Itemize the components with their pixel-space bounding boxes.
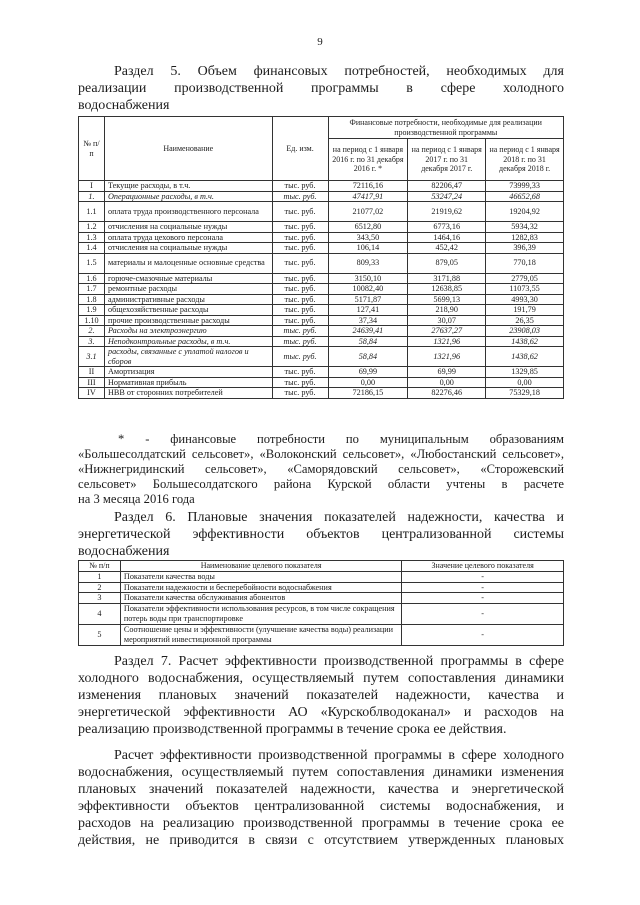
row-indicator: Показатели качества обслуживания абонентов — [120, 593, 401, 604]
row-number: 1.5 — [79, 253, 105, 273]
body-line: плановых значений показателей надежности, качества и энергетической — [78, 782, 564, 797]
row-value: 5171,87 — [328, 294, 408, 305]
row-value: 82206,47 — [408, 181, 486, 192]
row-value: 1282,83 — [486, 232, 564, 243]
table-row — [79, 222, 564, 233]
row-value: 23908,03 — [486, 326, 564, 337]
row-value: 26,35 — [486, 315, 564, 326]
row-number: 2. — [79, 326, 105, 337]
target-indicators-body — [79, 572, 564, 646]
row-number: 4 — [79, 603, 121, 624]
footnote-line: «Большесолдатский сельсовет», «Волоконский сельсовет», «Любостанский сельсовет», — [78, 447, 564, 461]
row-number: 2 — [79, 582, 121, 593]
row-indicator: Показатели надежности и бесперебойности водоснабжения — [120, 582, 401, 593]
table-row — [79, 191, 564, 202]
row-name: отчисления на социальные нужды — [104, 243, 272, 254]
row-unit: тыс. руб. — [272, 326, 328, 337]
col-number-header: № п/п — [79, 117, 105, 181]
row-number: 3.1 — [79, 347, 105, 367]
row-value: 24639,41 — [328, 326, 408, 337]
row-value: 1321,96 — [408, 336, 486, 347]
heading-line: Раздел 6. Плановые значения показателей надежности, качества и — [114, 510, 564, 525]
row-value: 46652,68 — [486, 191, 564, 202]
row-value: 3171,88 — [408, 273, 486, 284]
financial-needs-body — [79, 181, 564, 399]
row-value: 5699,13 — [408, 294, 486, 305]
row-value: 69,99 — [408, 367, 486, 378]
heading-line: Раздел 7. Расчет эффективности производственной программы в сфере — [114, 654, 564, 669]
row-unit: тыс. руб. — [272, 232, 328, 243]
heading-line: энергетической эффективности АО «Курскоблводоканал» и расходов на — [78, 705, 564, 720]
row-value: 10082,40 — [328, 284, 408, 295]
row-value: 47417,91 — [328, 191, 408, 202]
table-row — [79, 315, 564, 326]
row-indicator: Показатели качества воды — [120, 572, 401, 583]
period-header: на период с 1 января 2017 г. по 31 декабря 2017 г. — [408, 139, 486, 181]
col-number-header: № п/п — [79, 561, 121, 572]
footnote-line: * - финансовые потребности по муниципальным образованиям — [118, 432, 564, 446]
row-number: 1.9 — [79, 305, 105, 316]
row-value: 58,84 — [328, 347, 408, 367]
row-value: 30,07 — [408, 315, 486, 326]
body-line: водоснабжения, осуществляемый путем сопоставления динамики изменения — [78, 765, 564, 780]
row-name: Нормативная прибыль — [104, 377, 272, 388]
row-value: 19204,92 — [486, 202, 564, 222]
row-value: - — [402, 603, 564, 624]
table-row — [79, 347, 564, 367]
heading-line: реализацию производственной программы в течение срока ее действия. — [78, 722, 507, 737]
row-name: ремонтные расходы — [104, 284, 272, 295]
heading-line: холодного водоснабжения, осуществляемый путем сопоставления динамики — [78, 671, 564, 686]
row-unit: тыс. руб. — [272, 191, 328, 202]
row-value: 72116,16 — [328, 181, 408, 192]
row-unit: тыс. руб. — [272, 305, 328, 316]
row-value: 73999,33 — [486, 181, 564, 192]
footnote-line: сельсовет» Большесолдатского района Курской области учтены в расчете — [78, 477, 564, 491]
row-value: 58,84 — [328, 336, 408, 347]
row-value: 396,39 — [486, 243, 564, 254]
col-group-header: Финансовые потребности, необходимые для реализации производственной программы — [328, 117, 564, 139]
row-number: 1.1 — [79, 202, 105, 222]
row-value: 452,42 — [408, 243, 486, 254]
row-number: 1.8 — [79, 294, 105, 305]
row-value: 6512,80 — [328, 222, 408, 233]
table-row — [79, 367, 564, 378]
row-name: расходы, связанные с уплатой налогов и сборов — [104, 347, 272, 367]
row-name: горюче-смазочные материалы — [104, 273, 272, 284]
row-number: IV — [79, 388, 105, 399]
row-value: 0,00 — [408, 377, 486, 388]
row-number: 1.4 — [79, 243, 105, 254]
heading-line: изменения плановых значений показателей надежности, качества и — [78, 688, 564, 703]
table-row — [79, 603, 564, 624]
row-value: 0,00 — [486, 377, 564, 388]
body-line: Расчет эффективности производственной программы в сфере холодного — [114, 748, 564, 763]
row-indicator: Соотношение цены и эффективности (улучшение качества воды) реализации мероприятий инвестиционной программы — [120, 624, 401, 645]
row-number: II — [79, 367, 105, 378]
row-value: 809,33 — [328, 253, 408, 273]
row-name: Расходы на электроэнергию — [104, 326, 272, 337]
row-value: 37,34 — [328, 315, 408, 326]
row-value: 879,05 — [408, 253, 486, 273]
table-row — [79, 336, 564, 347]
row-name: отчисления на социальные нужды — [104, 222, 272, 233]
table-row — [79, 326, 564, 337]
row-name: Амортизация — [104, 367, 272, 378]
row-unit: тыс. руб. — [272, 377, 328, 388]
row-indicator: Показатели эффективности использования ресурсов, в том числе сокращения потерь воды при транспортировке — [120, 603, 401, 624]
row-value: 343,50 — [328, 232, 408, 243]
row-number: 1.6 — [79, 273, 105, 284]
row-value: 4993,30 — [486, 294, 564, 305]
table-row — [79, 305, 564, 316]
row-number: 5 — [79, 624, 121, 645]
row-unit: тыс. руб. — [272, 202, 328, 222]
row-value: 1438,62 — [486, 336, 564, 347]
row-unit: тыс. руб. — [272, 253, 328, 273]
heading-line: Раздел 5. Объем финансовых потребностей, необходимых для — [114, 64, 564, 79]
table-row — [79, 243, 564, 254]
table-row — [79, 253, 564, 273]
table-row — [79, 572, 564, 583]
row-number: 1.2 — [79, 222, 105, 233]
footnote-line: «Нижнегридинский сельсовет», «Самоpядовский сельсовет», «Сторожевский — [78, 462, 564, 476]
table-row — [79, 284, 564, 295]
row-value: - — [402, 593, 564, 604]
heading-line: водоснабжения — [78, 98, 170, 113]
row-value: 770,18 — [486, 253, 564, 273]
table-row — [79, 202, 564, 222]
col-value-header: Значение целевого показателя — [402, 561, 564, 572]
heading-line: реализации производственной программы в сфере холодного — [78, 81, 564, 96]
row-value: 1329,85 — [486, 367, 564, 378]
row-value: - — [402, 572, 564, 583]
row-number: 1 — [79, 572, 121, 583]
row-value: 12638,85 — [408, 284, 486, 295]
row-number: 1.3 — [79, 232, 105, 243]
col-unit-header: Ед. изм. — [272, 117, 328, 181]
col-name-header: Наименование — [104, 117, 272, 181]
row-value: 2779,05 — [486, 273, 564, 284]
period-header: на период с 1 января 2018 г. по 31 декабря 2018 г. — [486, 139, 564, 181]
table-row — [79, 593, 564, 604]
row-unit: тыс. руб. — [272, 388, 328, 399]
row-unit: тыс. руб. — [272, 347, 328, 367]
row-value: 72186,15 — [328, 388, 408, 399]
row-value: 191,79 — [486, 305, 564, 316]
row-value: - — [402, 582, 564, 593]
row-value: 1321,96 — [408, 347, 486, 367]
heading-line: энергетической эффективности объектов централизованной системы — [78, 527, 564, 542]
row-unit: тыс. руб. — [272, 367, 328, 378]
row-unit: тыс. руб. — [272, 243, 328, 254]
row-unit: тыс. руб. — [272, 315, 328, 326]
period-header: на период с 1 января 2016 г. по 31 декабря 2016 г. * — [328, 139, 408, 181]
table-row — [79, 181, 564, 192]
row-number: 3 — [79, 593, 121, 604]
row-value: 82276,46 — [408, 388, 486, 399]
row-number: I — [79, 181, 105, 192]
row-unit: тыс. руб. — [272, 273, 328, 284]
heading-line: водоснабжения — [78, 544, 170, 559]
row-value: - — [402, 624, 564, 645]
row-name: Неподконтрольные расходы, в т.ч. — [104, 336, 272, 347]
table-row — [79, 294, 564, 305]
row-number: III — [79, 377, 105, 388]
row-unit: тыс. руб. — [272, 294, 328, 305]
table-row — [79, 232, 564, 243]
row-name: прочие производственные расходы — [104, 315, 272, 326]
table-row — [79, 273, 564, 284]
row-name: материалы и малоценные основные средства — [104, 253, 272, 273]
row-value: 106,14 — [328, 243, 408, 254]
row-value: 11073,55 — [486, 284, 564, 295]
row-number: 1.10 — [79, 315, 105, 326]
row-unit: тыс. руб. — [272, 222, 328, 233]
row-value: 1438,62 — [486, 347, 564, 367]
table-row — [79, 582, 564, 593]
row-value: 6773,16 — [408, 222, 486, 233]
row-value: 3150,10 — [328, 273, 408, 284]
row-number: 1.7 — [79, 284, 105, 295]
row-unit: тыс. руб. — [272, 284, 328, 295]
row-number: 3. — [79, 336, 105, 347]
row-value: 127,41 — [328, 305, 408, 316]
row-name: Операционные расходы, в т.ч. — [104, 191, 272, 202]
body-line: расходов на реализацию производственной программы в течение срока ее — [78, 816, 564, 831]
row-value: 75329,18 — [486, 388, 564, 399]
target-indicators-table — [78, 560, 564, 646]
table-row — [79, 377, 564, 388]
row-value: 5934,32 — [486, 222, 564, 233]
row-name: оплата труда цехового персонала — [104, 232, 272, 243]
financial-needs-table — [78, 116, 564, 399]
row-name: Текущие расходы, в т.ч. — [104, 181, 272, 192]
table-row — [79, 624, 564, 645]
body-line: эффективности объектов централизованной системы водоснабжения, и — [78, 799, 564, 814]
row-value: 218,90 — [408, 305, 486, 316]
row-value: 69,99 — [328, 367, 408, 378]
col-indicator-header: Наименование целевого показателя — [120, 561, 401, 572]
page-number: 9 — [317, 36, 323, 48]
row-name: общехозяйственные расходы — [104, 305, 272, 316]
footnote-line: на 3 месяца 2016 года — [78, 492, 195, 506]
row-value: 53247,24 — [408, 191, 486, 202]
table-row — [79, 388, 564, 399]
row-value: 1464,16 — [408, 232, 486, 243]
row-name: административные расходы — [104, 294, 272, 305]
row-value: 21919,62 — [408, 202, 486, 222]
row-unit: тыс. руб. — [272, 181, 328, 192]
row-name: оплата труда производственного персонала — [104, 202, 272, 222]
row-value: 21077,02 — [328, 202, 408, 222]
body-line: действия, не приводится в связи с отсутствием утвержденных плановых — [78, 833, 564, 848]
row-value: 27637,27 — [408, 326, 486, 337]
row-name: НВВ от сторонних потребителей — [104, 388, 272, 399]
row-unit: тыс. руб. — [272, 336, 328, 347]
row-value: 0,00 — [328, 377, 408, 388]
row-number: 1. — [79, 191, 105, 202]
